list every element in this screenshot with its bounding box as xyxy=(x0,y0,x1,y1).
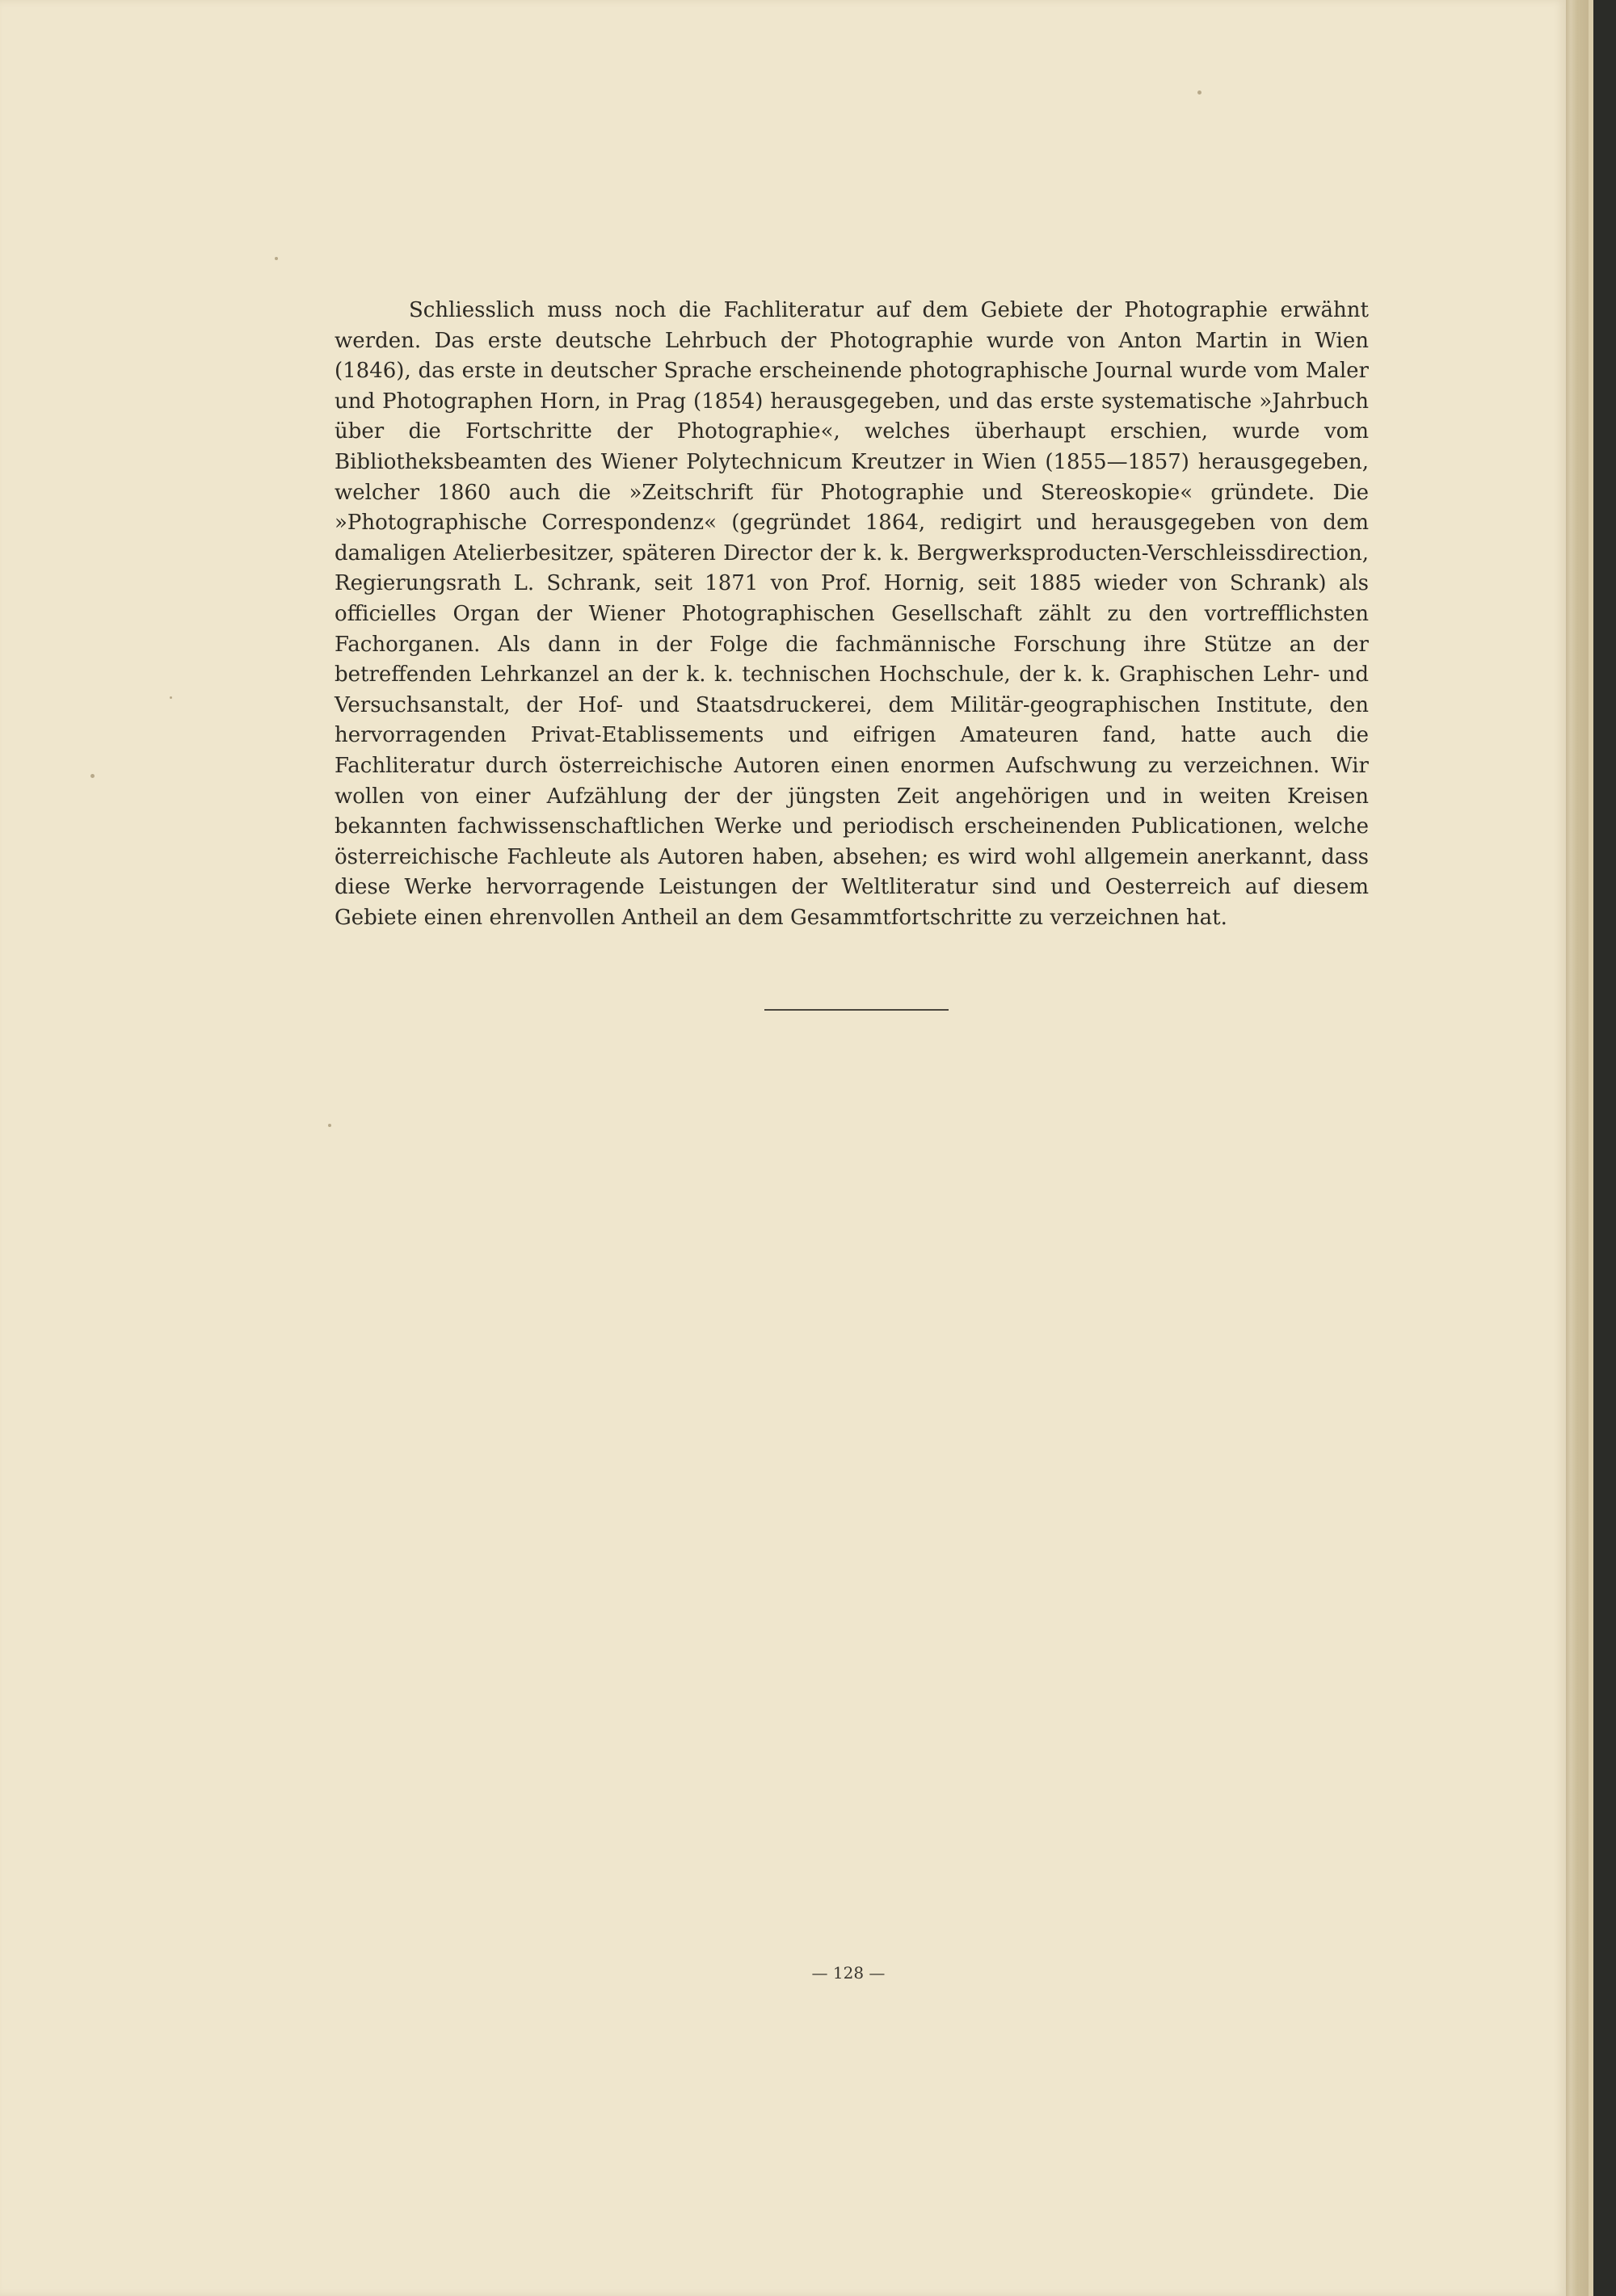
book-page-edge xyxy=(1566,0,1616,2296)
book-binding-edge xyxy=(1593,0,1616,2296)
paper-speck xyxy=(275,257,278,260)
paper-speck xyxy=(328,1124,331,1127)
paper-speck xyxy=(170,696,172,699)
paper-speck xyxy=(1197,90,1201,95)
body-paragraph: Schliesslich muss noch die Fachliteratur auf dem Gebiete der Photographie erwähnt werden. Das erste deutsche Lehrbuch der Photographie wurde von Anton Martin in Wien (1846), das erste in deutscher Sprache erscheinende photographische Journal wurde vom Maler und Photographen Horn, in Prag (1854) herausgegeben, und das erste systematische »Jahrbuch über die Fortschritte der Photographie«, welches überhaupt erschien, wurde vom Bibliotheksbeamten des Wiener Polytechnicum Kreutzer in Wien (1855—1857) herausgegeben, welcher 1860 auch die »Zeitschrift für Photographie und Stereoskopie« gründete. Die »Photographische Correspondenz« (gegründet 1864, redigirt und herausgegeben von dem damaligen Atelierbesitzer, späteren Director der k. k. Bergwerksproducten-Verschleissdirection, Regierungsrath L. Schrank, seit 1871 von Prof. Hornig, seit 1885 wieder von Schrank) als officielles Organ der Wiener Photographischen Gesellschaft zählt zu den vortrefflichsten Fachorganen. Als dann in der Folge die fachmännische Forschung ihre Stütze an der betreffenden Lehrkanzel an der k. k. technischen Hochschule, der k. k. Graphischen Lehr- und Versuchsanstalt, der Hof- und Staatsdruckerei, dem Militär-geographischen Institute, den hervorragenden Privat-Etablissements und eifrigen Amateuren fand, hatte auch die Fachliteratur durch österreichische Autoren einen enormen Aufschwung zu verzeichnen. Wir wollen von einer Aufzählung der der jüngsten Zeit angehörigen und in weiten Kreisen bekannten fachwissenschaftlichen Werke und periodisch erscheinenden Publicationen, welche österreichische Fachleute als Autoren haben, absehen; es wird wohl allgemein anerkannt, dass diese Werke hervorragende Leistungen der Weltliteratur sind und Oesterreich auf diesem Gebiete einen ehrenvollen Antheil an dem Gesammtfortschritte zu verzeichnen hat. xyxy=(335,298,1369,930)
paper-speck xyxy=(90,774,95,778)
section-divider-rule xyxy=(764,1009,949,1011)
page-number: — 128 — xyxy=(811,1963,886,1983)
